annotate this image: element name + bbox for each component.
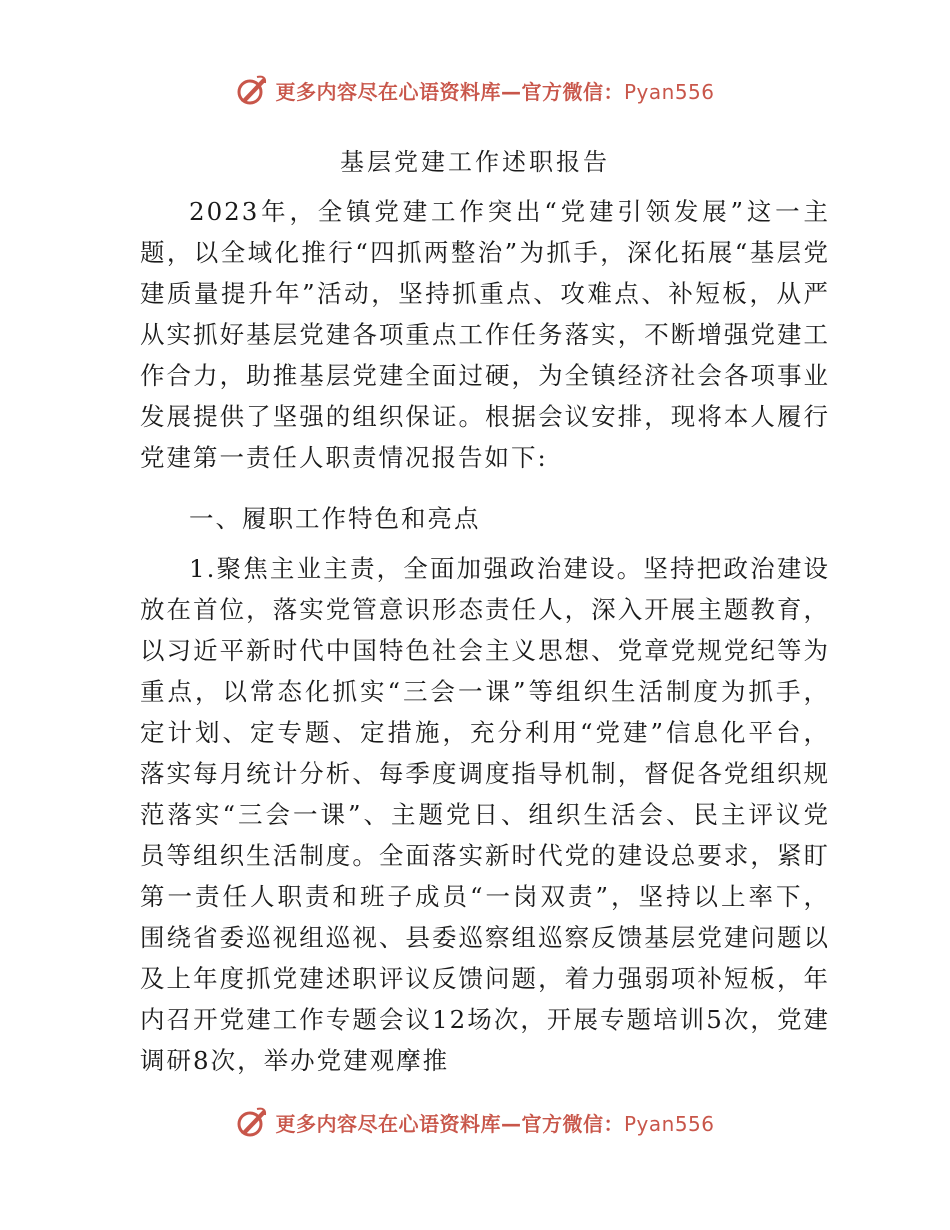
intro-paragraph: 2023年，全镇党建工作突出“党建引领发展”这一主题，以全域化推行“四抓两整治”为抓手，深化拓展“基层党建质量提升年”活动，坚持抓重点、攻难点、补短板，从严从实抓好基层党建各项重点工作任务落实，不断增强党建工作合力，助推基层党建全面过硬，为全镇经济社会各项事业发展提供了坚强的组织保证。根据会议安排，现将本人履行党建第一责任人职责情况报告如下: — [140, 197, 830, 472]
watermark-banner-bottom — [0, 1102, 950, 1142]
document-title: 基层党建工作述职报告 — [340, 148, 610, 176]
watermark-text: 更多内容尽在心语资料库—官方微信：Pyan556 — [275, 1111, 715, 1136]
watermark-text: 更多内容尽在心语资料库—官方微信：Pyan556 — [275, 79, 715, 104]
quill-pen-logo-icon — [235, 73, 269, 107]
point-1-paragraph: 1.聚焦主业主责，全面加强政治建设。坚持把政治建设放在首位，落实党管意识形态责任人，深入开展主题教育，以习近平新时代中国特色社会主义思想、党章党规党纪等为重点，以常态化抓实“三会一课”等组织生活制度为抓手，定计划、定专题、定措施，充分利用“党建”信息化平台，落实每月统计分析、每季度调度指导机制，督促各党组织规范落实“三会一课”、主题党日、组织生活会、民主评议党员等组织生活制度。全面落实新时代党的建设总要求，紧盯第一责任人职责和班子成员“一岗双责”，坚持以上率下，围绕省委巡视组巡视、县委巡察组巡察反馈基层党建问题以及上年度抓党建述职评议反馈问题，着力强弱项补短板，年内召开党建工作专题会议12场次，开展专题培训5次，党建调研8次，举办党建观摩推 — [140, 554, 830, 1075]
watermark-banner-top — [0, 70, 950, 110]
section-heading: 一、履职工作特色和亮点 — [189, 504, 481, 533]
quill-pen-logo-icon — [235, 1105, 269, 1139]
